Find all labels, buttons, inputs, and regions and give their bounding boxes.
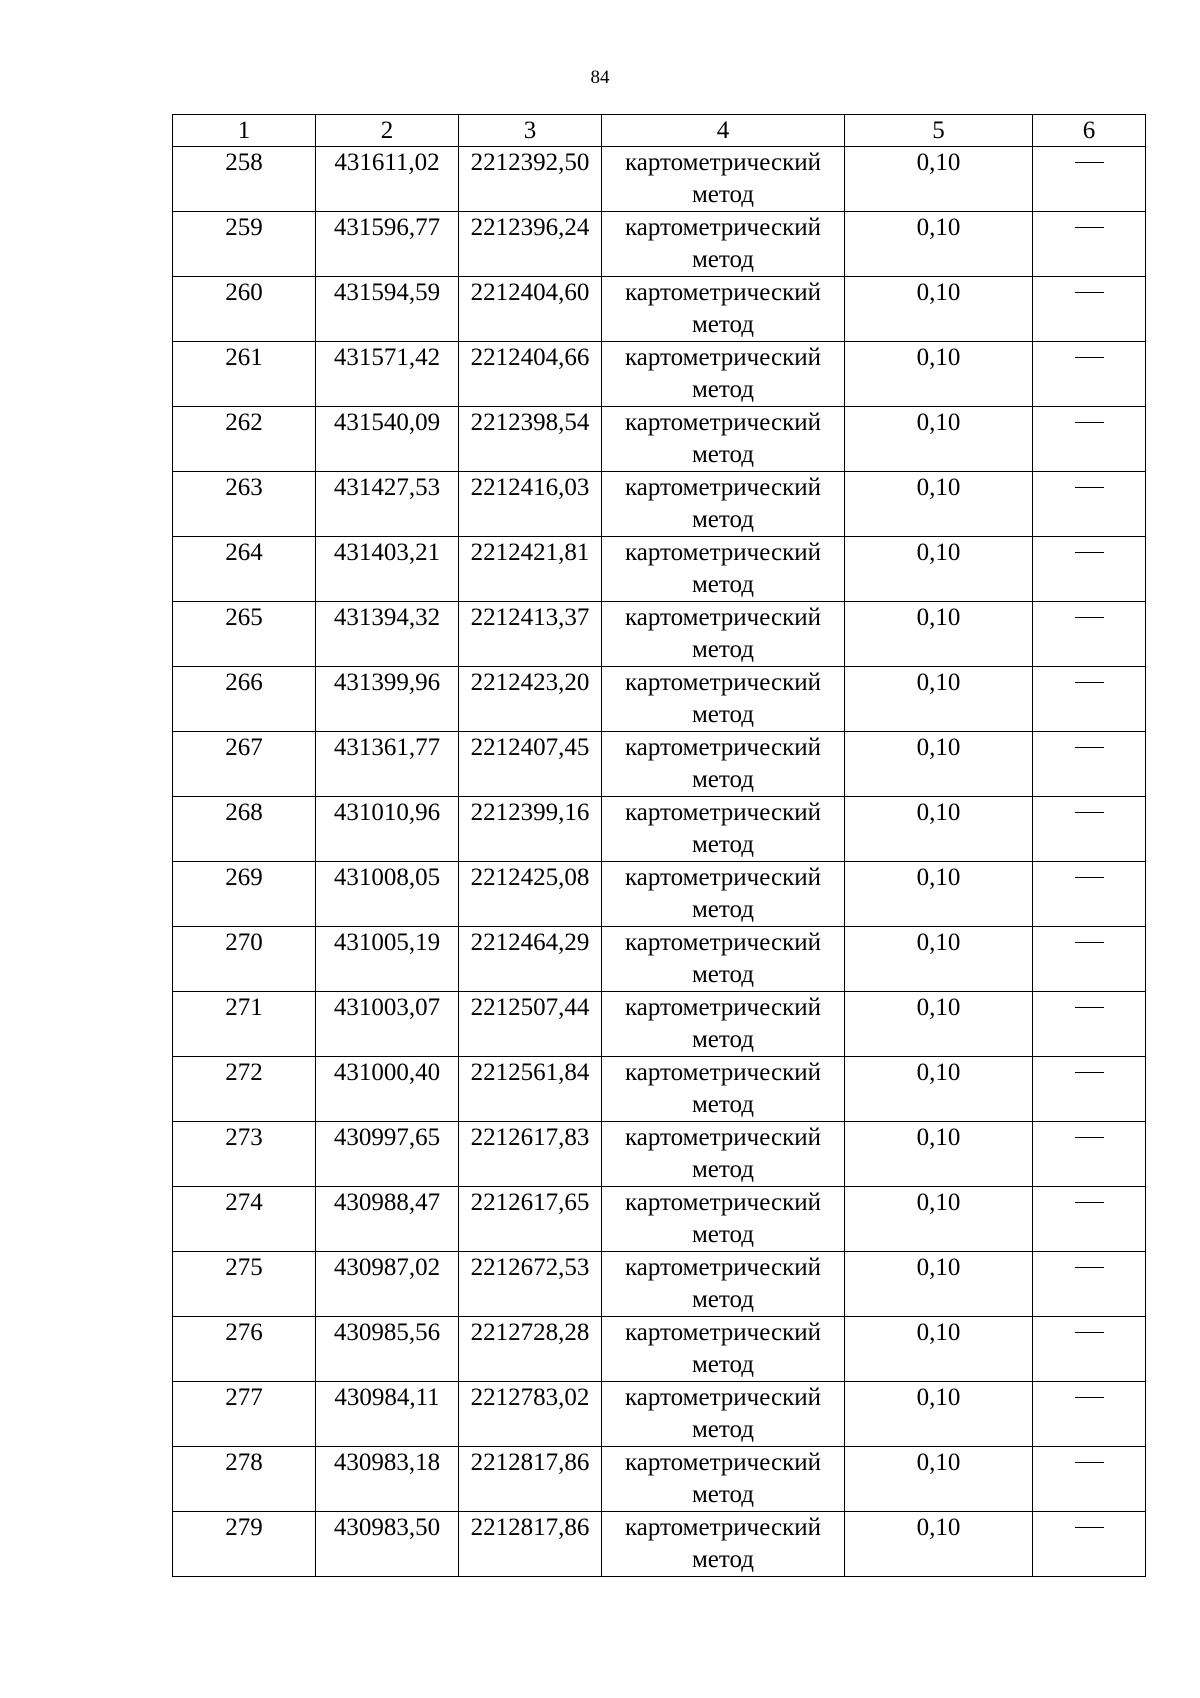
table-row (173, 602, 1146, 667)
point-number-cell: 279 (173, 1512, 316, 1577)
accuracy-cell: 0,10 (845, 147, 1033, 212)
x-coordinate-cell: 431596,77 (316, 212, 459, 277)
accuracy-cell: 0,10 (845, 1447, 1033, 1512)
point-number-cell: 275 (173, 1252, 316, 1317)
method-line-2: метод (691, 1546, 754, 1573)
accuracy-cell: 0,10 (845, 732, 1033, 797)
note-cell (1033, 1057, 1146, 1122)
x-coordinate-cell: 430984,11 (316, 1382, 459, 1447)
method-cell (602, 1252, 845, 1317)
y-coordinate-cell: 2212416,03 (459, 472, 602, 537)
y-coordinate-cell: 2212421,81 (459, 537, 602, 602)
accuracy-cell: 0,10 (845, 1382, 1033, 1447)
coordinates-table (172, 114, 1146, 1577)
note-cell (1033, 147, 1146, 212)
accuracy-cell: 0,10 (845, 797, 1033, 862)
method-line-1: картометрический (625, 1059, 821, 1086)
table-row (173, 797, 1146, 862)
accuracy-cell: 0,10 (845, 667, 1033, 732)
method-line-2: метод (691, 506, 754, 533)
method-line-1: картометрический (625, 799, 821, 826)
x-coordinate-cell: 431594,59 (316, 277, 459, 342)
method-line-1: картометрический (625, 1449, 821, 1476)
table-row (173, 1512, 1146, 1577)
dash-mark (1075, 1072, 1104, 1073)
y-coordinate-cell: 2212817,86 (459, 1512, 602, 1577)
method-line-1: картометрический (625, 929, 821, 956)
accuracy-cell: 0,10 (845, 537, 1033, 602)
y-coordinate-cell: 2212617,65 (459, 1187, 602, 1252)
method-line-1: картометрический (625, 279, 821, 306)
table-row (173, 1057, 1146, 1122)
column-header: 3 (459, 115, 602, 147)
column-header: 6 (1033, 115, 1146, 147)
method-cell (602, 1057, 845, 1122)
method-line-1: картометрический (625, 994, 821, 1021)
x-coordinate-cell: 430985,56 (316, 1317, 459, 1382)
x-coordinate-cell: 431540,09 (316, 407, 459, 472)
method-line-1: картометрический (625, 149, 821, 176)
point-number-cell: 274 (173, 1187, 316, 1252)
dash-mark (1075, 812, 1104, 813)
method-line-2: метод (691, 896, 754, 923)
x-coordinate-cell: 431005,19 (316, 927, 459, 992)
method-line-2: метод (691, 441, 754, 468)
note-cell (1033, 537, 1146, 602)
x-coordinate-cell: 430988,47 (316, 1187, 459, 1252)
y-coordinate-cell: 2212464,29 (459, 927, 602, 992)
note-cell (1033, 667, 1146, 732)
note-cell (1033, 1382, 1146, 1447)
method-line-2: метод (691, 636, 754, 663)
y-coordinate-cell: 2212404,66 (459, 342, 602, 407)
dash-mark (1075, 747, 1104, 748)
method-cell (602, 732, 845, 797)
table-row (173, 1122, 1146, 1187)
dash-mark (1075, 942, 1104, 943)
point-number-cell: 265 (173, 602, 316, 667)
method-cell (602, 602, 845, 667)
column-header: 1 (173, 115, 316, 147)
method-line-2: метод (691, 311, 754, 338)
x-coordinate-cell: 431427,53 (316, 472, 459, 537)
accuracy-cell: 0,10 (845, 1512, 1033, 1577)
y-coordinate-cell: 2212561,84 (459, 1057, 602, 1122)
note-cell (1033, 732, 1146, 797)
y-coordinate-cell: 2212392,50 (459, 147, 602, 212)
accuracy-cell: 0,10 (845, 212, 1033, 277)
y-coordinate-cell: 2212413,37 (459, 602, 602, 667)
method-cell (602, 472, 845, 537)
note-cell (1033, 1447, 1146, 1512)
point-number-cell: 269 (173, 862, 316, 927)
note-cell (1033, 797, 1146, 862)
method-line-2: метод (691, 181, 754, 208)
method-line-2: метод (691, 701, 754, 728)
table-row (173, 277, 1146, 342)
column-header: 5 (845, 115, 1033, 147)
accuracy-cell: 0,10 (845, 1057, 1033, 1122)
dash-mark (1075, 422, 1104, 423)
point-number-cell: 260 (173, 277, 316, 342)
method-cell (602, 342, 845, 407)
table-row (173, 1382, 1146, 1447)
table-row (173, 992, 1146, 1057)
method-cell (602, 1447, 845, 1512)
dash-mark (1075, 682, 1104, 683)
note-cell (1033, 1187, 1146, 1252)
method-line-1: картометрический (625, 214, 821, 241)
method-line-2: метод (691, 766, 754, 793)
y-coordinate-cell: 2212817,86 (459, 1447, 602, 1512)
point-number-cell: 262 (173, 407, 316, 472)
table-body (173, 115, 1146, 1577)
point-number-cell: 261 (173, 342, 316, 407)
table-row (173, 732, 1146, 797)
point-number-cell: 258 (173, 147, 316, 212)
table-row (173, 667, 1146, 732)
point-number-cell: 266 (173, 667, 316, 732)
accuracy-cell: 0,10 (845, 1252, 1033, 1317)
point-number-cell: 263 (173, 472, 316, 537)
accuracy-cell: 0,10 (845, 927, 1033, 992)
table-row (173, 1447, 1146, 1512)
note-cell (1033, 602, 1146, 667)
dash-mark (1075, 1137, 1104, 1138)
dash-mark (1075, 1332, 1104, 1333)
table-row (173, 472, 1146, 537)
accuracy-cell: 0,10 (845, 992, 1033, 1057)
accuracy-cell: 0,10 (845, 602, 1033, 667)
y-coordinate-cell: 2212398,54 (459, 407, 602, 472)
column-header: 2 (316, 115, 459, 147)
x-coordinate-cell: 430987,02 (316, 1252, 459, 1317)
x-coordinate-cell: 431010,96 (316, 797, 459, 862)
point-number-cell: 270 (173, 927, 316, 992)
method-line-1: картометрический (625, 539, 821, 566)
note-cell (1033, 342, 1146, 407)
table-row (173, 147, 1146, 212)
method-line-1: картометрический (625, 669, 821, 696)
method-cell (602, 147, 845, 212)
note-cell (1033, 1252, 1146, 1317)
method-line-2: метод (691, 1221, 754, 1248)
note-cell (1033, 862, 1146, 927)
dash-mark (1075, 877, 1104, 878)
method-cell (602, 537, 845, 602)
method-cell (602, 992, 845, 1057)
method-line-2: метод (691, 246, 754, 273)
table-row (173, 1187, 1146, 1252)
dash-mark (1075, 1202, 1104, 1203)
note-cell (1033, 407, 1146, 472)
note-cell (1033, 472, 1146, 537)
x-coordinate-cell: 431394,32 (316, 602, 459, 667)
point-number-cell: 272 (173, 1057, 316, 1122)
dash-mark (1075, 1462, 1104, 1463)
method-cell (602, 667, 845, 732)
point-number-cell: 277 (173, 1382, 316, 1447)
y-coordinate-cell: 2212617,83 (459, 1122, 602, 1187)
accuracy-cell: 0,10 (845, 1187, 1033, 1252)
x-coordinate-cell: 431361,77 (316, 732, 459, 797)
dash-mark (1075, 292, 1104, 293)
accuracy-cell: 0,10 (845, 407, 1033, 472)
x-coordinate-cell: 431571,42 (316, 342, 459, 407)
method-cell (602, 1122, 845, 1187)
point-number-cell: 268 (173, 797, 316, 862)
method-line-2: метод (691, 1091, 754, 1118)
table-row (173, 1317, 1146, 1382)
point-number-cell: 273 (173, 1122, 316, 1187)
method-cell (602, 1512, 845, 1577)
table-row (173, 927, 1146, 992)
x-coordinate-cell: 430997,65 (316, 1122, 459, 1187)
accuracy-cell: 0,10 (845, 1317, 1033, 1382)
note-cell (1033, 927, 1146, 992)
method-line-2: метод (691, 1416, 754, 1443)
y-coordinate-cell: 2212407,45 (459, 732, 602, 797)
header-row (173, 115, 1146, 147)
accuracy-cell: 0,10 (845, 342, 1033, 407)
table-row (173, 342, 1146, 407)
method-line-1: картометрический (625, 1384, 821, 1411)
x-coordinate-cell: 430983,50 (316, 1512, 459, 1577)
x-coordinate-cell: 431611,02 (316, 147, 459, 212)
method-line-1: картометрический (625, 864, 821, 891)
method-line-2: метод (691, 1156, 754, 1183)
x-coordinate-cell: 431008,05 (316, 862, 459, 927)
point-number-cell: 264 (173, 537, 316, 602)
y-coordinate-cell: 2212423,20 (459, 667, 602, 732)
point-number-cell: 278 (173, 1447, 316, 1512)
dash-mark (1075, 162, 1104, 163)
dash-mark (1075, 1397, 1104, 1398)
point-number-cell: 267 (173, 732, 316, 797)
dash-mark (1075, 357, 1104, 358)
method-cell (602, 1382, 845, 1447)
accuracy-cell: 0,10 (845, 1122, 1033, 1187)
method-line-2: метод (691, 961, 754, 988)
dash-mark (1075, 617, 1104, 618)
accuracy-cell: 0,10 (845, 862, 1033, 927)
method-line-1: картометрический (625, 474, 821, 501)
x-coordinate-cell: 431399,96 (316, 667, 459, 732)
note-cell (1033, 1512, 1146, 1577)
note-cell (1033, 1317, 1146, 1382)
method-line-1: картометрический (625, 1254, 821, 1281)
method-line-1: картометрический (625, 1319, 821, 1346)
method-line-2: метод (691, 1481, 754, 1508)
y-coordinate-cell: 2212672,53 (459, 1252, 602, 1317)
x-coordinate-cell: 430983,18 (316, 1447, 459, 1512)
method-line-2: метод (691, 376, 754, 403)
method-line-1: картометрический (625, 1124, 821, 1151)
method-line-1: картометрический (625, 409, 821, 436)
method-line-2: метод (691, 1351, 754, 1378)
note-cell (1033, 212, 1146, 277)
dash-mark (1075, 552, 1104, 553)
table-row (173, 537, 1146, 602)
method-cell (602, 797, 845, 862)
method-cell (602, 277, 845, 342)
method-cell (602, 1317, 845, 1382)
accuracy-cell: 0,10 (845, 472, 1033, 537)
point-number-cell: 259 (173, 212, 316, 277)
y-coordinate-cell: 2212728,28 (459, 1317, 602, 1382)
x-coordinate-cell: 431403,21 (316, 537, 459, 602)
method-line-2: метод (691, 1026, 754, 1053)
y-coordinate-cell: 2212425,08 (459, 862, 602, 927)
dash-mark (1075, 1527, 1104, 1528)
table-row (173, 212, 1146, 277)
x-coordinate-cell: 431003,07 (316, 992, 459, 1057)
point-number-cell: 276 (173, 1317, 316, 1382)
column-header: 4 (602, 115, 845, 147)
method-cell (602, 407, 845, 472)
method-line-2: метод (691, 1286, 754, 1313)
y-coordinate-cell: 2212399,16 (459, 797, 602, 862)
method-line-1: картометрический (625, 344, 821, 371)
method-line-1: картометрический (625, 1514, 821, 1541)
y-coordinate-cell: 2212507,44 (459, 992, 602, 1057)
method-line-2: метод (691, 571, 754, 598)
method-line-1: картометрический (625, 604, 821, 631)
note-cell (1033, 1122, 1146, 1187)
method-line-1: картометрический (625, 734, 821, 761)
method-cell (602, 862, 845, 927)
accuracy-cell: 0,10 (845, 277, 1033, 342)
note-cell (1033, 992, 1146, 1057)
dash-mark (1075, 227, 1104, 228)
dash-mark (1075, 1007, 1104, 1008)
table-row (173, 407, 1146, 472)
x-coordinate-cell: 431000,40 (316, 1057, 459, 1122)
page-number: 84 (590, 67, 610, 88)
method-line-1: картометрический (625, 1189, 821, 1216)
point-number-cell: 271 (173, 992, 316, 1057)
method-cell (602, 927, 845, 992)
y-coordinate-cell: 2212396,24 (459, 212, 602, 277)
dash-mark (1075, 487, 1104, 488)
y-coordinate-cell: 2212404,60 (459, 277, 602, 342)
method-cell (602, 212, 845, 277)
method-cell (602, 1187, 845, 1252)
y-coordinate-cell: 2212783,02 (459, 1382, 602, 1447)
table-row (173, 862, 1146, 927)
dash-mark (1075, 1267, 1104, 1268)
table-row (173, 1252, 1146, 1317)
note-cell (1033, 277, 1146, 342)
method-line-2: метод (691, 831, 754, 858)
